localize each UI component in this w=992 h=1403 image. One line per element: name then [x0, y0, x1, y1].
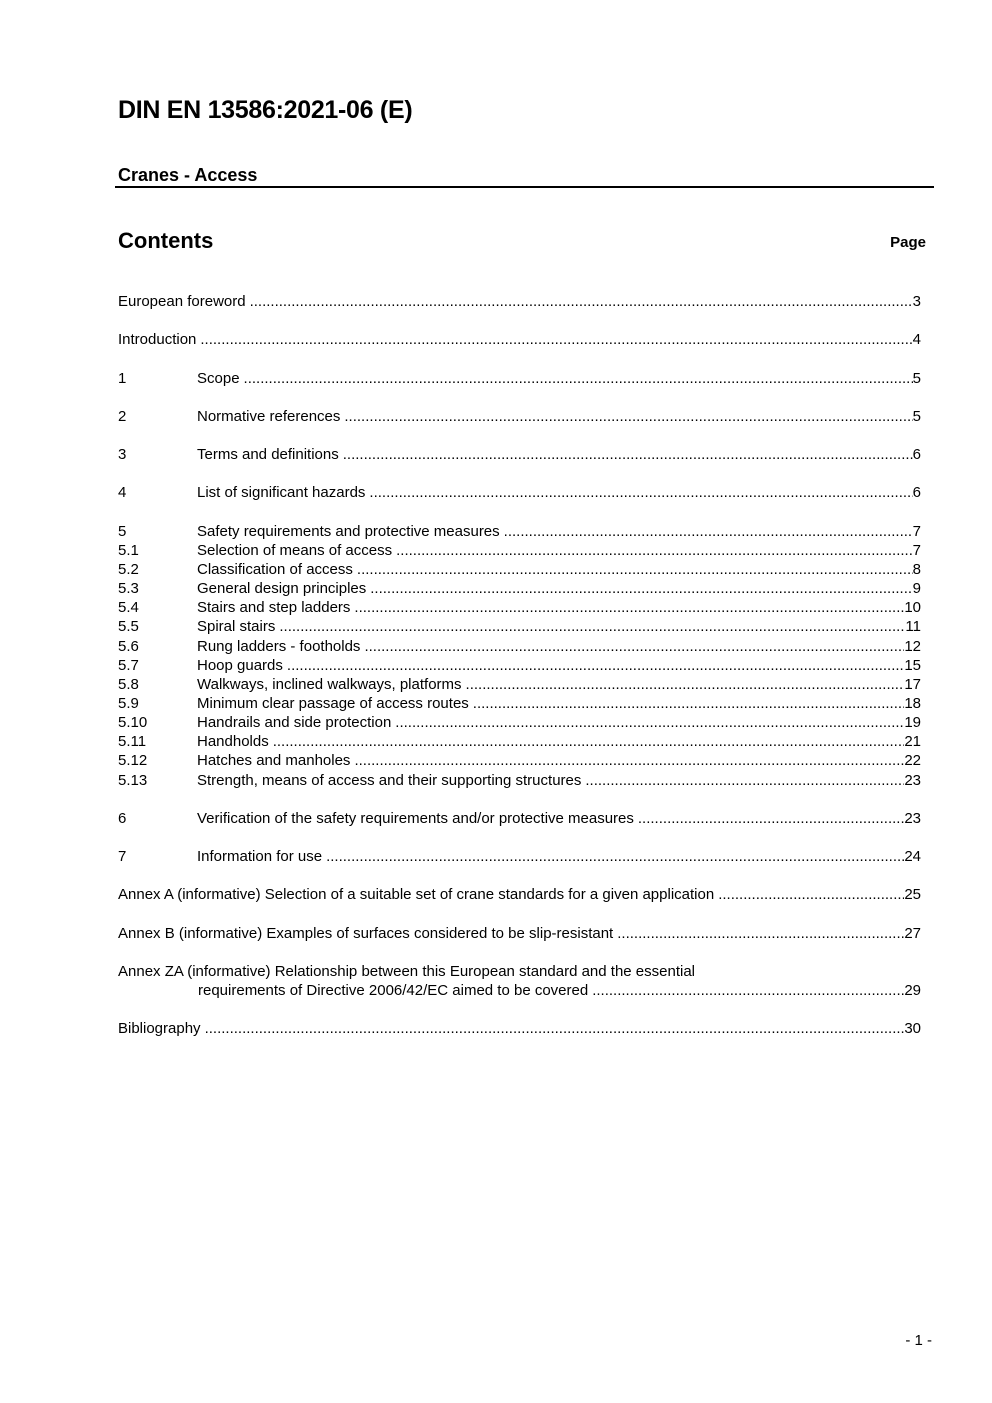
- toc-entry-title: Annex B (informative) Examples of surfaces considered to be slip-resistant: [118, 924, 617, 943]
- toc-entry-page: 22: [904, 752, 921, 770]
- toc-entry-page: 18: [904, 694, 921, 712]
- dot-leader: [396, 541, 913, 560]
- page-column-heading: Page: [890, 234, 926, 251]
- toc-entry-title: Selection of means of access: [197, 541, 396, 560]
- toc-entry-introduction[interactable]: [118, 330, 921, 349]
- toc-entry-page: 19: [904, 714, 921, 732]
- toc-entry-5[interactable]: [118, 522, 921, 541]
- toc-entry-page: 6: [912, 446, 921, 464]
- toc-entry-number: 6: [118, 809, 127, 827]
- dot-leader: [344, 407, 912, 426]
- toc-entry-number: 5.6: [118, 637, 139, 655]
- toc-entry-number: 1: [118, 369, 127, 387]
- toc-entry-title: Scope: [197, 369, 244, 388]
- toc-entry-number: 5: [118, 522, 127, 540]
- toc-entry-page: 27: [904, 924, 921, 942]
- toc-entry-page: 29: [904, 982, 921, 1000]
- toc-entry-number: 5.12: [118, 752, 148, 770]
- toc-entry-title: Safety requirements and protective measures: [197, 522, 504, 541]
- toc-entry-5-10[interactable]: [118, 713, 921, 732]
- toc-entry-title: Handholds: [197, 732, 273, 751]
- toc-entry-annex-za[interactable]: [118, 962, 921, 1000]
- toc-entry-page: 23: [904, 809, 921, 827]
- toc-entry-title: Stairs and step ladders: [197, 598, 354, 617]
- toc-entry-5-1[interactable]: [118, 541, 921, 560]
- toc-entry-page: 5: [912, 407, 921, 425]
- toc-entry-page: 4: [912, 331, 921, 349]
- toc-entry-number: 2: [118, 407, 127, 425]
- dot-leader: [364, 637, 904, 656]
- toc-entry-european-foreword[interactable]: [118, 292, 921, 311]
- toc-entry-page: 21: [904, 733, 921, 751]
- toc-entry-title: Information for use: [197, 847, 326, 866]
- dot-leader: [326, 847, 904, 866]
- toc-entry-number: 5.5: [118, 618, 139, 636]
- toc-entry-page: 5: [912, 369, 921, 387]
- toc-entry-5-7[interactable]: [118, 656, 921, 675]
- dot-leader: [504, 522, 913, 541]
- dot-leader: [244, 369, 913, 388]
- toc-entry-annex-a[interactable]: [118, 885, 921, 904]
- toc-entry-page: 3: [912, 293, 921, 310]
- dot-leader: [343, 445, 913, 464]
- dot-leader: [287, 656, 904, 675]
- dot-leader: [395, 713, 904, 732]
- toc-entry-title: Rung ladders - footholds: [197, 637, 364, 656]
- dot-leader: [357, 560, 913, 579]
- toc-entry-title: Annex A (informative) Selection of a suitable set of crane standards for a given application: [118, 885, 718, 904]
- toc-entry-number: 7: [118, 848, 127, 866]
- toc-entry-7[interactable]: [118, 847, 921, 866]
- toc-entry-page: 23: [904, 771, 921, 789]
- toc-entry-5-12[interactable]: [118, 751, 921, 770]
- contents-heading: Contents: [118, 228, 214, 253]
- dot-leader: [205, 1019, 905, 1038]
- dot-leader: [466, 675, 905, 694]
- toc-entry-page: 15: [904, 656, 921, 674]
- toc-entry-5-13[interactable]: [118, 771, 921, 790]
- dot-leader: [200, 330, 912, 349]
- document-subtitle: Cranes - Access: [118, 165, 258, 185]
- toc-entry-number: 5.2: [118, 560, 139, 578]
- toc-entry-title: European foreword: [118, 292, 250, 311]
- toc-entry-number: 5.4: [118, 599, 139, 617]
- toc-entry-title: Terms and definitions: [197, 445, 343, 464]
- toc-entry-2[interactable]: [118, 407, 921, 426]
- dot-leader: [585, 771, 904, 790]
- toc-entry-number: 5.1: [118, 541, 139, 559]
- toc-entry-5-4[interactable]: [118, 598, 921, 617]
- toc-entry-page: 8: [912, 560, 921, 578]
- toc-entry-4[interactable]: [118, 483, 921, 502]
- dot-leader: [279, 617, 905, 636]
- page-number: - 1 -: [905, 1332, 932, 1349]
- toc-entry-bibliography[interactable]: [118, 1019, 921, 1038]
- toc-entry-page: 6: [912, 484, 921, 502]
- toc-entry-1[interactable]: [118, 369, 921, 388]
- toc-entry-number: 5.7: [118, 656, 139, 674]
- dot-leader: [250, 292, 913, 311]
- toc-entry-5-2[interactable]: [118, 560, 921, 579]
- toc-entry-5-6[interactable]: [118, 637, 921, 656]
- toc-entry-title: Hatches and manholes: [197, 751, 354, 770]
- header-divider: [115, 186, 934, 188]
- toc-entry-title: Spiral stairs: [197, 617, 279, 636]
- toc-entry-title: Handrails and side protection: [197, 713, 395, 732]
- toc-entry-5-3[interactable]: [118, 579, 921, 598]
- dot-leader: [273, 732, 905, 751]
- toc-entry-title: Bibliography: [118, 1019, 205, 1038]
- toc-entry-number: 5.8: [118, 675, 139, 693]
- toc-entry-title: Hoop guards: [197, 656, 287, 675]
- table-of-contents: [118, 292, 921, 1039]
- toc-entry-title: Introduction: [118, 330, 200, 349]
- toc-entry-annex-b[interactable]: [118, 924, 921, 943]
- dot-leader: [354, 751, 904, 770]
- toc-entry-page: 30: [904, 1020, 921, 1038]
- toc-entry-page: 24: [904, 848, 921, 866]
- toc-entry-number: 5.3: [118, 580, 139, 598]
- toc-entry-title: General design principles: [197, 579, 370, 598]
- toc-entry-title: Verification of the safety requirements and/or protective measures: [197, 809, 638, 828]
- toc-entry-title: Normative references: [197, 407, 344, 426]
- toc-entry-number: 5.13: [118, 771, 148, 789]
- toc-entry-3[interactable]: [118, 445, 921, 464]
- toc-entry-title: Minimum clear passage of access routes: [197, 694, 473, 713]
- toc-entry-page: 10: [904, 599, 921, 617]
- toc-entry-page: 7: [912, 541, 921, 559]
- dot-leader: [592, 981, 904, 1000]
- toc-entry-title: Walkways, inclined walkways, platforms: [197, 675, 466, 694]
- toc-entry-page: 17: [904, 675, 921, 693]
- toc-entry-5-8[interactable]: [118, 675, 921, 694]
- toc-entry-title-line2: requirements of Directive 2006/42/EC aimed to be covered: [198, 981, 592, 1000]
- toc-entry-number: 3: [118, 446, 127, 464]
- toc-entry-page: 9: [912, 580, 921, 598]
- toc-entry-number: 5.11: [118, 733, 147, 751]
- toc-entry-5-9[interactable]: [118, 694, 921, 713]
- toc-entry-page: 11: [905, 618, 921, 636]
- toc-entry-number: 5.10: [118, 714, 148, 732]
- toc-entry-page: 12: [904, 637, 921, 655]
- dot-leader: [370, 579, 912, 598]
- toc-entry-number: 4: [118, 484, 127, 502]
- dot-leader: [617, 924, 904, 943]
- dot-leader: [354, 598, 904, 617]
- toc-entry-5-5[interactable]: [118, 617, 921, 636]
- toc-entry-title: List of significant hazards: [197, 483, 369, 502]
- toc-entry-number: 5.9: [118, 694, 139, 712]
- dot-leader: [718, 885, 904, 904]
- toc-entry-title-line1: Annex ZA (informative) Relationship between this European standard and the essential: [118, 962, 696, 980]
- toc-entry-title: Classification of access: [197, 560, 357, 579]
- dot-leader: [473, 694, 905, 713]
- document-title: DIN EN 13586:2021-06 (E): [118, 96, 413, 124]
- toc-entry-6[interactable]: [118, 809, 921, 828]
- toc-entry-title: Strength, means of access and their supporting structures: [197, 771, 585, 790]
- toc-entry-page: 7: [912, 522, 921, 540]
- dot-leader: [638, 809, 904, 828]
- toc-entry-5-11[interactable]: [118, 732, 921, 751]
- toc-entry-page: 25: [904, 886, 921, 904]
- dot-leader: [369, 483, 912, 502]
